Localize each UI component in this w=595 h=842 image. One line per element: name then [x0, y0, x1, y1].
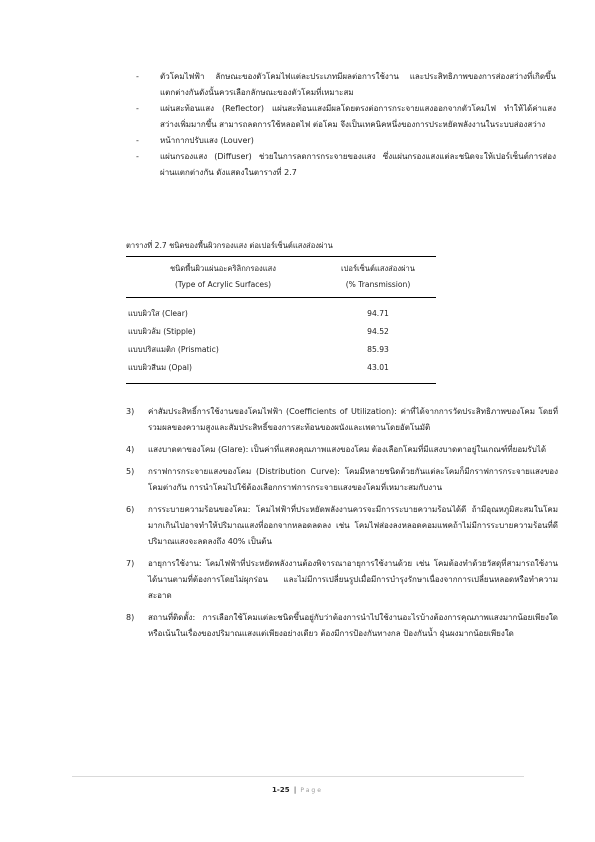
bullet-item	[136, 149, 556, 181]
bullet-item	[136, 133, 556, 149]
table-row	[126, 341, 436, 359]
list-number: 4)	[126, 445, 135, 454]
bullet-mark: -	[136, 136, 139, 145]
transmission-cell: 85.93	[367, 345, 389, 354]
column-header-transmission	[320, 257, 436, 298]
list-item	[126, 556, 558, 604]
numbered-list	[126, 404, 558, 648]
list-text: กราฟการกระจายแสงของโคม (Distribution Curve): โคมมีหลายชนิดด้วยกันแต่ละโคมก็มีกราฟการกระจายแสงของโคมต่างกัน การนำโคมไปใช้ต้องเลือกกราฟการกระจายแสงของโคมที่เหมาะสมกับงาน	[148, 467, 558, 492]
transmission-cell: 94.52	[367, 327, 389, 336]
page-footer	[0, 786, 595, 794]
bullet-mark: -	[136, 72, 139, 81]
bullet-item	[136, 101, 556, 133]
transmission-table	[126, 256, 436, 384]
column-header-type-en: (Type of Acrylic Surfaces)	[174, 280, 272, 289]
page-number: 1-25	[272, 786, 290, 794]
table-header-row	[126, 257, 436, 298]
footer-separator: |	[293, 786, 297, 794]
list-text: ค่าสัมประสิทธิ์การใช้งานของโคมไฟฟ้า (Coefficients of Utilization): ค่าที่ได้จากการวัดประสิทธิภาพของโคม โดยที่รวมผลของความสูงและสัมประสิทธิ์ของการสะท้อนของผนังและเพดานโดยอัตโนมัติ	[148, 407, 558, 432]
list-item	[126, 442, 558, 458]
table-row	[126, 298, 436, 324]
column-header-transmission-th: เปอร์เซ็นต์แสงส่องผ่าน	[341, 264, 415, 273]
column-header-type-th: ชนิดพื้นผิวแผ่นอะคริลิกกรองแสง	[170, 264, 276, 273]
list-item	[126, 610, 558, 642]
surface-type-cell: แบบปริสแมติก (Prismatic)	[128, 345, 219, 354]
surface-type-cell: แบบผิวใส (Clear)	[128, 309, 188, 318]
list-number: 7)	[126, 559, 135, 568]
page-label: Page	[300, 787, 323, 794]
list-item	[126, 502, 558, 550]
bullet-text: หน้ากากปรับแสง (Louver)	[160, 136, 254, 145]
table-caption: ตารางที่ 2.7 ชนิดของพื้นผิวกรองแสง ต่อเปอร์เซ็นต์แสงส่องผ่าน	[126, 241, 333, 250]
bullet-text: แผ่นสะท้อนแสง (Reflector) แผ่นสะท้อนแสงมีผลโดยตรงต่อการกระจายแสงออกจากตัวโคมไฟ ทำให้ได้ค่าแสงสว่างเพิ่มมากขึ้น สามารถลดการใช้หลอดไฟ ต่อโคม จึงเป็นเทคนิคหนึ่งของการประหยัดพลังงานในระบบส่องสว่าง	[160, 104, 556, 129]
list-text: อายุการใช้งาน: โคมไฟฟ้าที่ประหยัดพลังงานต้องพิจารณาอายุการใช้งานด้วย เช่น โคมต้องทำด้วยวัสดุที่สามารถใช้งานได้นานตามที่ต้องการโดยไม่ผุกร่อน และไม่มีการเปลี่ยนรูปเมื่อมีการบำรุงรักษาเนื่องจากการเปลี่ยนหลอดหรือทำความสะอาด	[148, 559, 558, 600]
list-number: 5)	[126, 467, 135, 476]
bullet-mark: -	[136, 152, 139, 161]
bullet-text: แผ่นกรองแสง (Diffuser) ช่วยในการลดการกระจายของแสง ซึ่งแผ่นกรองแสงแต่ละชนิดจะให้เปอร์เซ็นต์การส่องผ่านแตกต่างกัน ดังแสดงในตารางที่ 2.7	[160, 152, 556, 177]
table-row	[126, 359, 436, 384]
transmission-cell: 94.71	[367, 309, 389, 318]
list-item	[126, 404, 558, 436]
list-number: 3)	[126, 407, 135, 416]
surface-type-cell: แบบผิวสีนม (Opal)	[126, 359, 320, 384]
list-number: 6)	[126, 505, 135, 514]
bullet-list	[136, 69, 556, 181]
list-text: การระบายความร้อนของโคม: โคมไฟฟ้าที่ประหยัดพลังงานควรจะมีการระบายความร้อนได้ดี ถ้ามีอุณหภูมิสะสมในโคมมากเกินไปอาจทำให้ปริมาณแสงที่ออกจากหลอดลดลง เช่น โคมไฟส่องลงหลอดคอมแพคถ้าไม่มีการระบายความร้อนที่ดีปริมาณแสงจะลดลงถึง 40% เป็นต้น	[148, 505, 558, 546]
bullet-item	[136, 69, 556, 101]
table-row	[126, 323, 436, 341]
column-header-type	[126, 257, 320, 298]
list-text: สถานที่ติดตั้ง: การเลือกใช้โคมแต่ละชนิดขึ้นอยู่กับว่าต้องการนำไปใช้งานอะไรบ้างต้องการคุณภาพแสงมากน้อยเพียงใด หรือเน้นในเรื่องของปริมาณแสงแต่เพียงอย่างเดียว ต้องมีการป้องกันทางกล ป้องกันน้ำ ฝุ่นผงมากน้อยเพียงใด	[148, 613, 558, 638]
list-item	[126, 464, 558, 496]
bullet-text: ตัวโคมไฟฟ้า ลักษณะของตัวโคมไฟแต่ละประเภทมีผลต่อการใช้งาน และประสิทธิภาพของการส่องสว่างที่เกิดขึ้น แตกต่างกันดังนั้นควรเลือกลักษณะของตัวโคมที่เหมาะสม	[160, 72, 556, 97]
footer-divider	[72, 776, 524, 777]
transmission-cell: 43.01	[320, 359, 436, 384]
bullet-mark: -	[136, 104, 139, 113]
list-number: 8)	[126, 613, 135, 622]
surface-type-cell: แบบผิวส้ม (Stipple)	[128, 327, 196, 336]
column-header-transmission-en: (% Transmission)	[345, 280, 411, 289]
list-text: แสงบาดตาของโคม (Glare): เป็นค่าที่แสดงคุณภาพแสงของโคม ต้องเลือกโคมที่มีแสงบาดตาอยู่ในเกณฑ์ที่ยอมรับได้	[148, 445, 547, 454]
